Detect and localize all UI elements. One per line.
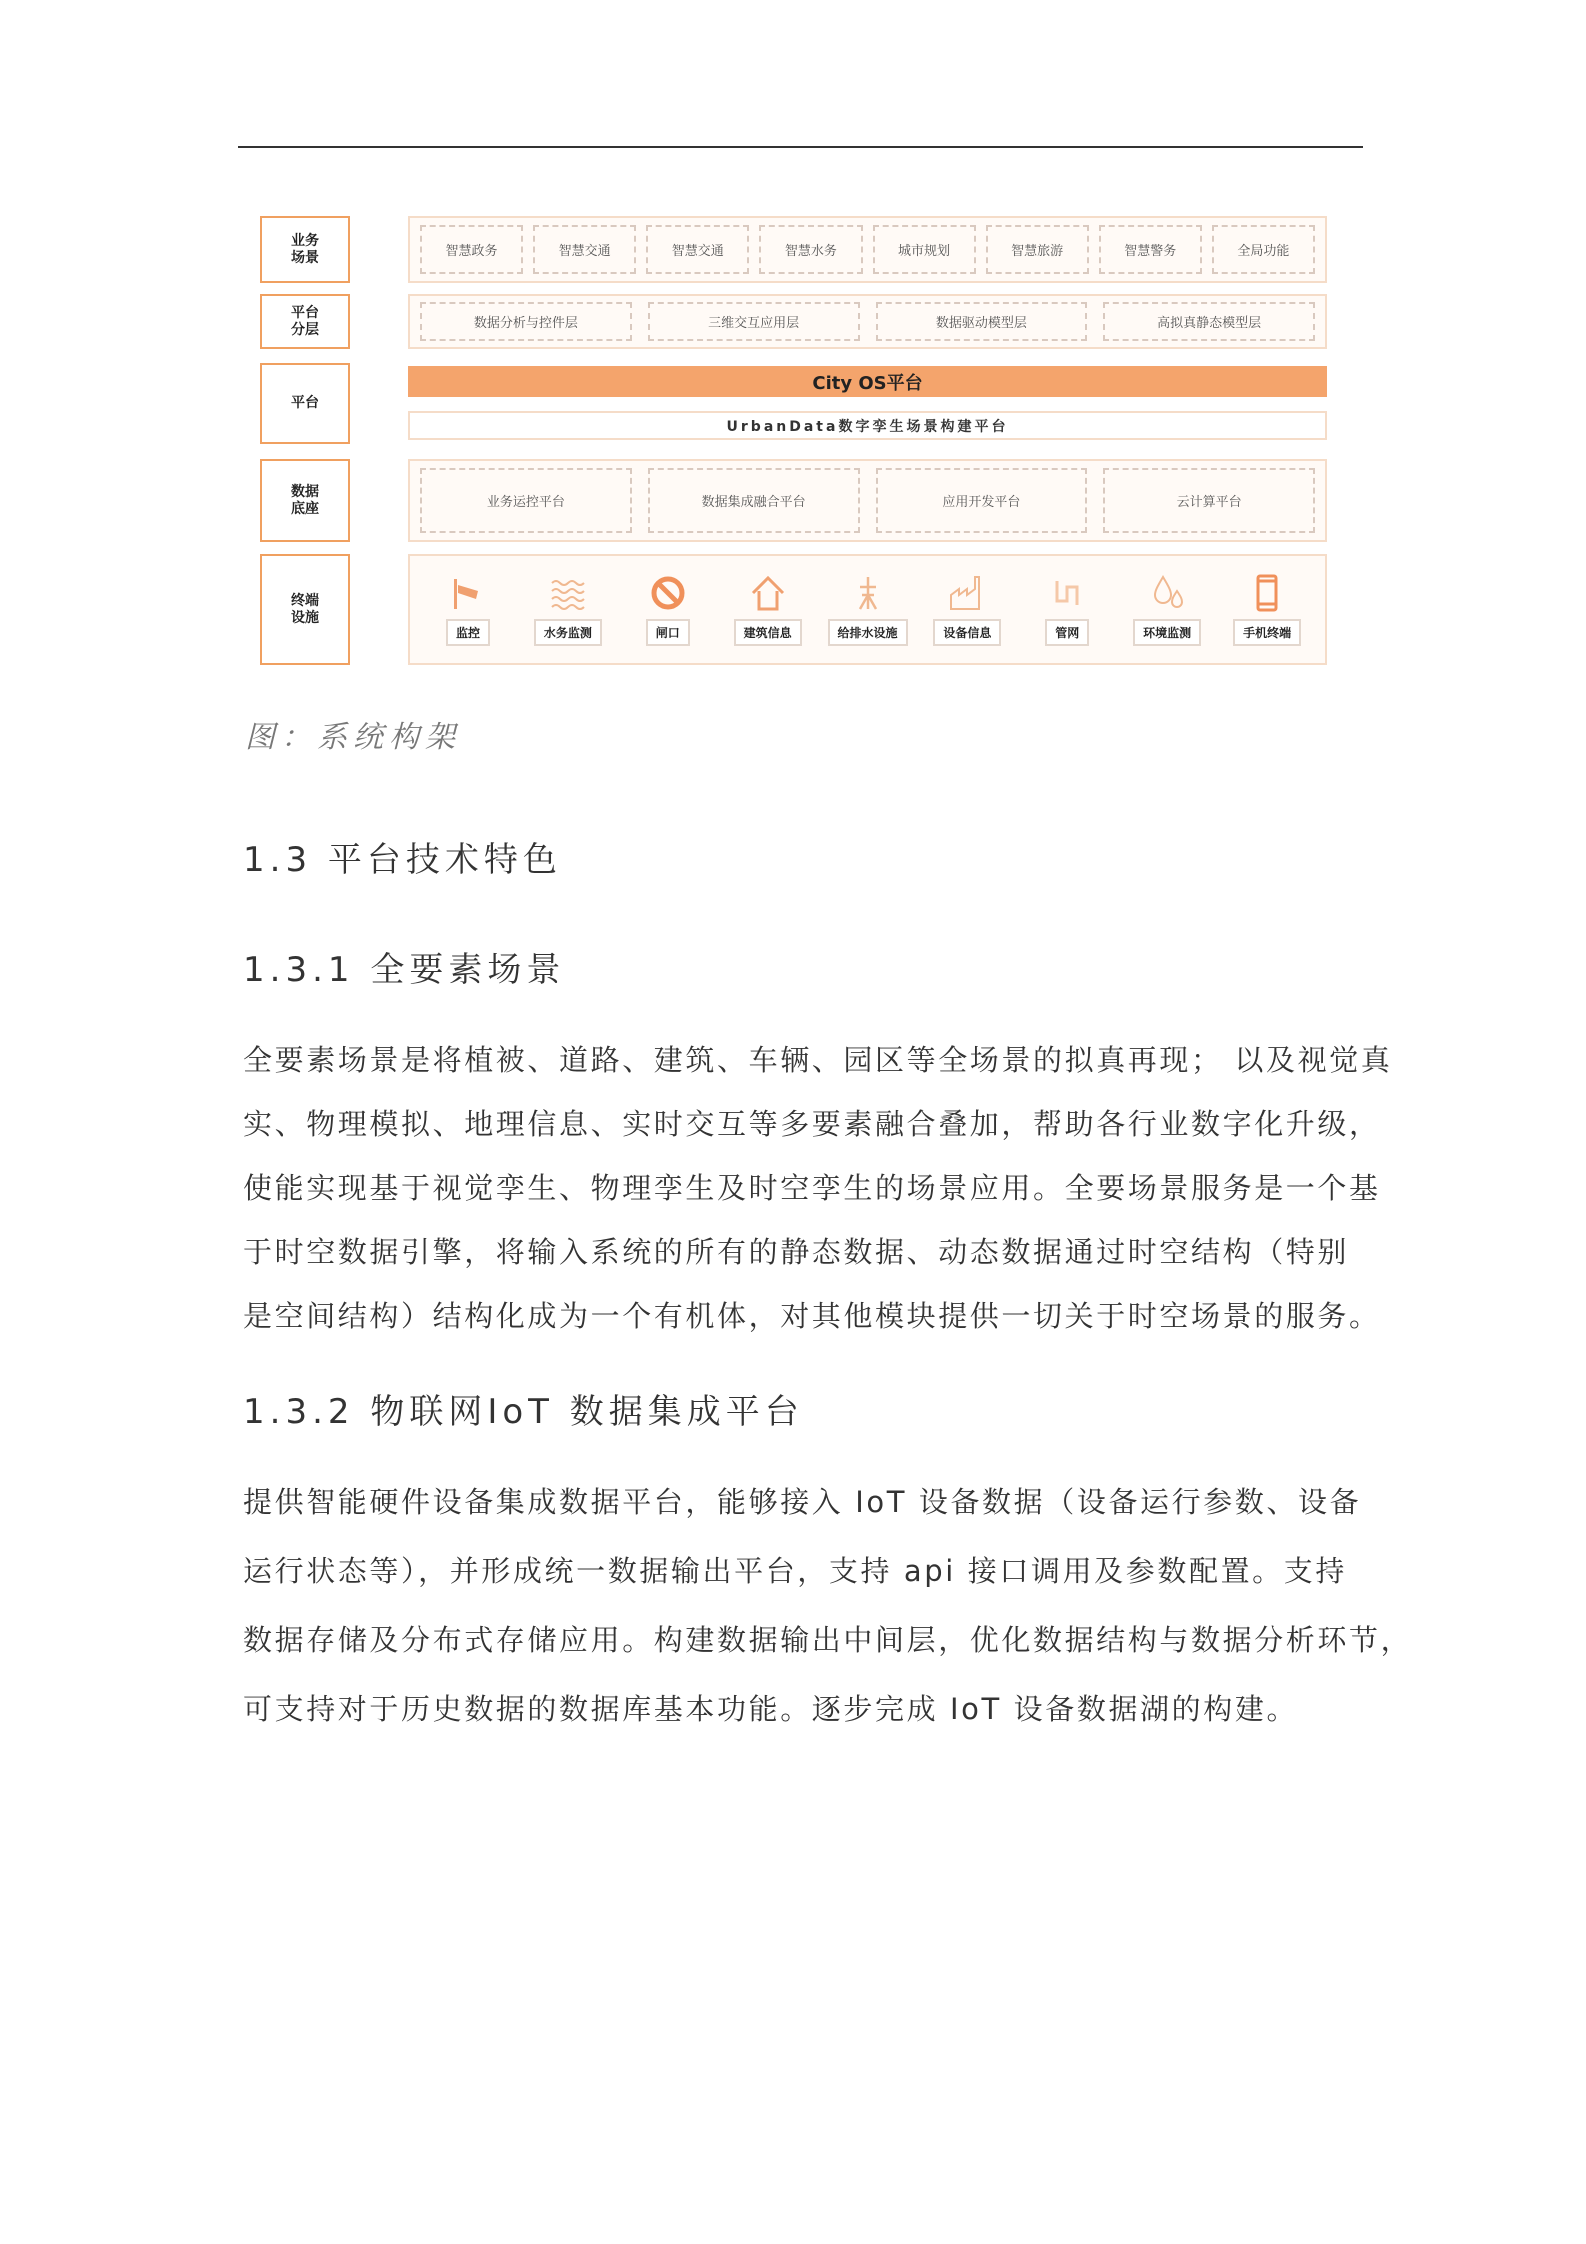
mobile-phone-icon: [1247, 573, 1287, 613]
paragraph-line: 实、物理模拟、地理信息、实时交互等多要素融合叠加，帮助各行业数字化升级，: [243, 1107, 1381, 1141]
factory-icon: [947, 573, 987, 613]
device-item: [420, 573, 516, 646]
row-label-layers: 平台分层: [260, 294, 350, 349]
scene-cell: 智慧旅游: [986, 225, 1089, 273]
row-label-devices: 终端设施: [260, 554, 350, 665]
row-label-database: 数据底座: [260, 459, 350, 542]
water-drops-icon: [1147, 573, 1187, 613]
scene-cell: 智慧交通: [646, 225, 749, 273]
paragraph-line: 数据存储及分布式存储应用。构建数据输出中间层，优化数据结构与数据分析环节，: [243, 1623, 1413, 1657]
device-label: 手机终端: [1233, 619, 1301, 646]
scene-cell: 全局功能: [1212, 225, 1315, 273]
subsection-heading-2: 1.3.2 物联网IoT 数据集成平台: [243, 1392, 804, 1432]
subsection-heading-1: 1.3.1 全要素场景: [243, 950, 566, 990]
device-item: [1219, 573, 1315, 646]
device-label: 设备信息: [933, 619, 1001, 646]
paragraph-line: 使能实现基于视觉孪生、物理孪生及时空孪生的场景应用。全要场景服务是一个基: [243, 1171, 1381, 1205]
layer-cell: 三维交互应用层: [648, 302, 860, 342]
device-item: [820, 573, 916, 646]
device-label: 给排水设施: [828, 619, 908, 646]
device-item: [620, 573, 716, 646]
camera-icon: [448, 573, 488, 613]
business-scenes-row: [408, 216, 1327, 283]
device-item: [720, 573, 816, 646]
section-heading: 1.3 平台技术特色: [243, 840, 562, 880]
database-cell: 云计算平台: [1103, 468, 1315, 532]
water-waves-icon: [548, 573, 588, 613]
gate-prohibit-icon: [648, 573, 688, 613]
device-label: 建筑信息: [734, 619, 802, 646]
devices-row: [408, 554, 1327, 665]
scene-cell: 智慧交通: [533, 225, 636, 273]
database-row: [408, 459, 1327, 542]
device-item: [520, 573, 616, 646]
row-label-business: 业务场景: [260, 216, 350, 283]
device-label: 闸口: [646, 619, 690, 646]
paragraph-line: 于时空数据引擎，将输入系统的所有的静态数据、动态数据通过时空结构（特别: [243, 1235, 1350, 1269]
figure-caption: 图：系统构架: [245, 720, 461, 755]
layer-cell: 数据驱动模型层: [876, 302, 1088, 342]
scene-cell: 智慧警务: [1099, 225, 1202, 273]
platform-layers-row: [408, 294, 1327, 349]
paragraph-line: 可支持对于历史数据的数据库基本功能。逐步完成 IoT 设备数据湖的构建。: [243, 1692, 1299, 1726]
layer-cell: 数据分析与控件层: [420, 302, 632, 342]
database-cell: 应用开发平台: [876, 468, 1088, 532]
scene-cell: 智慧水务: [759, 225, 862, 273]
scene-cell: 城市规划: [873, 225, 976, 273]
water-tower-icon: [848, 573, 888, 613]
paragraph-line: 运行状态等），并形成统一数据输出平台，支持 api 接口调用及参数配置。支持: [243, 1554, 1347, 1588]
paragraph-line: 提供智能硬件设备集成数据平台，能够接入 IoT 设备数据（设备运行参数、设备: [243, 1485, 1362, 1519]
cityos-bar: City OS平台: [408, 366, 1327, 397]
header-rule: [238, 146, 1363, 148]
database-cell: 数据集成融合平台: [648, 468, 860, 532]
database-cell: 业务运控平台: [420, 468, 632, 532]
device-label: 监控: [446, 619, 490, 646]
layer-cell: 高拟真静态模型层: [1103, 302, 1315, 342]
scene-cell: 智慧政务: [420, 225, 523, 273]
paragraph-line: 全要素场景是将植被、道路、建筑、车辆、园区等全场景的拟真再现； 以及视觉真: [243, 1043, 1393, 1077]
house-icon: [748, 573, 788, 613]
pipe-network-icon: [1047, 573, 1087, 613]
urbandata-bar: UrbanData数字孪生场景构建平台: [408, 411, 1327, 440]
device-item: [919, 573, 1015, 646]
device-label: 水务监测: [534, 619, 602, 646]
device-label: 环境监测: [1133, 619, 1201, 646]
device-item: [1019, 573, 1115, 646]
device-item: [1119, 573, 1215, 646]
paragraph-line: 是空间结构）结构化成为一个有机体，对其他模块提供一切关于时空场景的服务。: [243, 1299, 1381, 1333]
device-label: 管网: [1045, 619, 1089, 646]
row-label-platform: 平台: [260, 363, 350, 444]
